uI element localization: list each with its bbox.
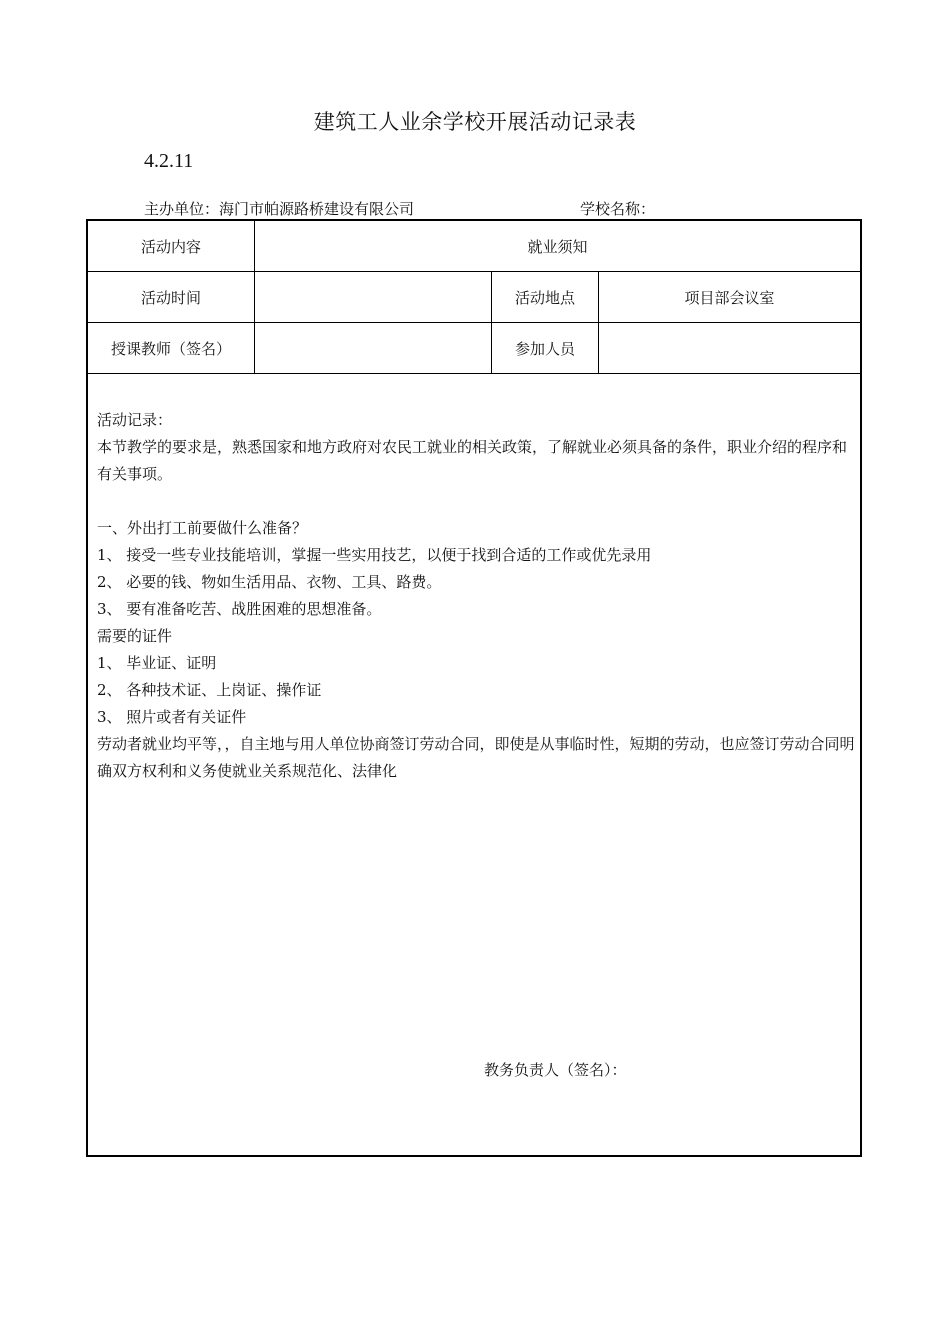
record-heading: 活动记录：: [97, 411, 173, 429]
content-label: 活动内容: [140, 238, 201, 256]
place-value[interactable]: 项目部会议室: [684, 289, 775, 307]
participants-label: 参加人员: [514, 340, 575, 358]
academic-affairs-signature-label: 教务负责人（签名）：: [484, 1061, 627, 1079]
content-value[interactable]: 就业须知: [527, 238, 588, 256]
time-label: 活动时间: [140, 289, 201, 307]
participants-field[interactable]: [599, 323, 860, 374]
place-label: 活动地点: [514, 289, 575, 307]
section-heading: 需要的证件: [97, 627, 173, 645]
list-item: 1、 毕业证、证明: [97, 654, 217, 672]
time-value[interactable]: [255, 272, 491, 323]
record-intro: 本节教学的要求是，熟悉国家和地方政府对农民工就业的相关政策，了解就业必须具备的条件，职业介绍的程序和有关事项。: [97, 438, 848, 483]
school-name-label: 学校名称：: [580, 200, 656, 218]
teacher-label: 授课教师（签名）: [110, 340, 231, 358]
activity-record-form: [86, 219, 862, 1157]
record-closing: 劳动者就业均平等，，自主地与用人单位协商签订劳动合同，即使是从事临时性，短期的劳动，也应签订劳动合同明确双方权利和义务使就业关系规范化、法律化: [97, 735, 855, 780]
organizer-label: 主办单位：海门市帕源路桥建设有限公司: [144, 200, 415, 218]
page-title: 建筑工人业余学校开展活动记录表: [313, 110, 637, 134]
form-code: 4.2.11: [144, 150, 194, 172]
activity-record: [97, 407, 857, 785]
list-item: 2、 必要的钱、物如生活用品、衣物、工具、路费。: [97, 573, 442, 591]
list-item: 3、 要有准备吃苦、战胜困难的思想准备。: [97, 600, 382, 618]
teacher-signature-field[interactable]: [255, 323, 491, 374]
list-item: 1、 接受一些专业技能培训，掌握一些实用技艺，以便于找到合适的工作或优先录用: [97, 546, 652, 564]
list-item: 2、 各种技术证、上岗证、操作证: [97, 681, 322, 699]
section-heading: 一、外出打工前要做什么准备？: [97, 519, 308, 537]
list-item: 3、 照片或者有关证件: [97, 708, 247, 726]
